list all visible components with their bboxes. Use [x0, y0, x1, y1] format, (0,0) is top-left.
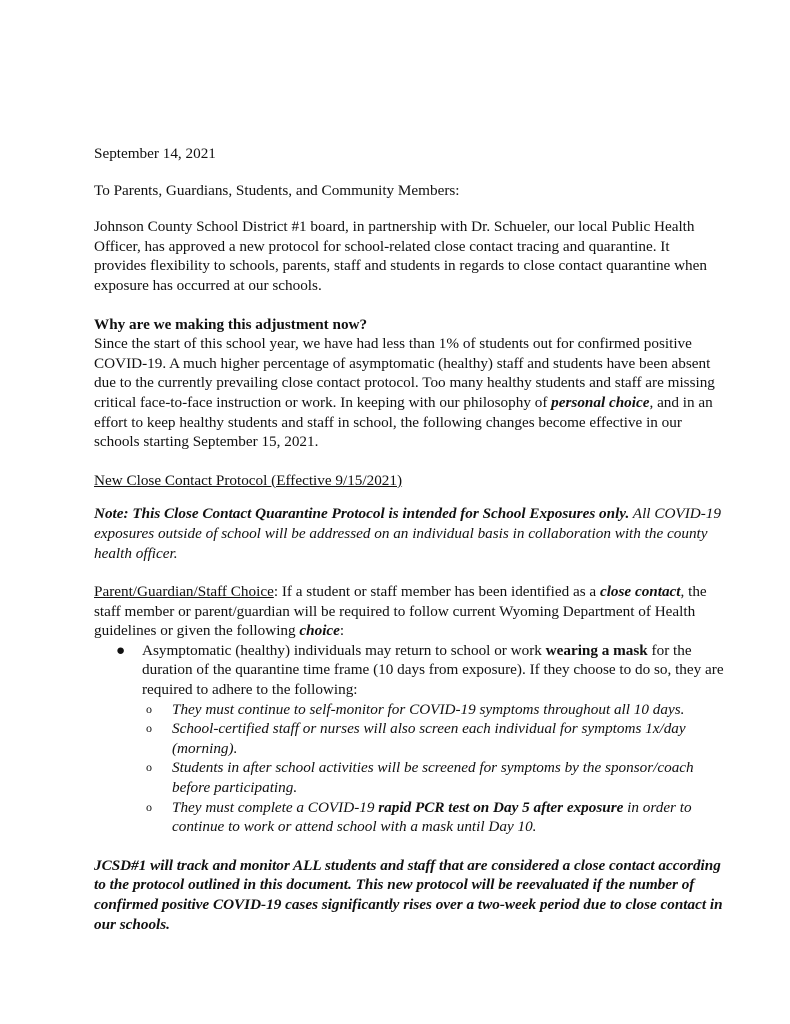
sub-item-text: School-certified staff or nurses will also screen each individual for symptoms 1x/day (morning).: [172, 720, 686, 757]
sub-item-bold: rapid PCR test on Day 5 after exposure: [378, 798, 624, 816]
letter-body: [94, 144, 724, 934]
sub-item-text-2: in order to continue to work or attend school with a mask until Day 10.: [172, 798, 692, 836]
intro-paragraph: Johnson County School District #1 board, in partnership with Dr. Schueler, our local Public Health Officer, has approved a new protocol for school-related close contact tracing and quarantine. It provides flexibility to schools, parents, staff and students in regards to close contact quarantine when exposure has occurred at our schools.: [94, 218, 707, 294]
reason-emphasis: personal choice: [551, 393, 650, 411]
section-heading: New Close Contact Protocol (Effective 9/15/2021): [94, 471, 403, 489]
bullet-text-2: for the duration of the quarantine time frame (10 days from exposure). If they choose to do so, they are required to adhere to the following:: [142, 641, 724, 699]
choice-text-2: , the staff member or parent/guardian will be required to follow current Wyoming Department of Health guidelines or given the following: [94, 583, 707, 640]
reason-text-1: Since the start of this school year, we have had less than 1% of students out for confirmed positive COVID-19. A much higher percentage of asymptomatic (healthy) staff and students have been absent due to the currently prevailing close contact protocol. Too many healthy students and staff are missing critical face-to-face instruction or work. In keeping with our philosophy of: [94, 335, 715, 411]
note-bold: Note: This Close Contact Quarantine Protocol is intended for School Exposures only.: [94, 505, 630, 523]
question-heading: Why are we making this adjustment now?: [94, 315, 368, 333]
sub-item: [142, 758, 724, 797]
reason-text-2: , and in an effort to keep healthy students and staff in school, the following changes become effective in our schools starting September 15, 2021.: [94, 393, 713, 451]
hollow-circle-bullet-icon: o: [146, 701, 152, 716]
hollow-circle-bullet-icon: o: [146, 799, 152, 814]
bullet-text-1: Asymptomatic (healthy) individuals may return to school or work: [142, 641, 546, 659]
choice-label: Parent/Guardian/Staff Choice: [94, 583, 274, 601]
note-rest: All COVID-19 exposures outside of school will be addressed on an individual basis in collaboration with the county health officer.: [94, 505, 721, 562]
choice-paragraph: [94, 582, 724, 641]
filled-circle-bullet-icon: ●: [116, 641, 126, 659]
closing-paragraph: JCSD#1 will track and monitor ALL students and staff that are considered a close contact according to the protocol outlined in this document. This new protocol will be reevaluated if the number of confirmed positive COVID-19 cases significantly rises over a two-week period due to close contact in our schools.: [94, 856, 723, 933]
choice-emphasis-2: choice: [299, 622, 340, 640]
sub-bullet-list: [142, 700, 724, 837]
bullet-bold: wearing a mask: [545, 641, 648, 659]
choice-emphasis-1: close contact: [599, 583, 681, 601]
hollow-circle-bullet-icon: o: [146, 760, 152, 775]
sub-item-text: Students in after school activities will be screened for symptoms by the sponsor/coach before participating.: [172, 759, 694, 797]
letter-greeting: To Parents, Guardians, Students, and Community Members:: [94, 181, 460, 199]
sub-item-text-1: They must complete a COVID-19: [172, 798, 379, 816]
letter-date: September 14, 2021: [94, 145, 216, 162]
bullet-item: [94, 641, 724, 700]
reason-paragraph: [94, 334, 724, 452]
sub-item: [142, 700, 724, 720]
sub-item-text: They must continue to self-monitor for COVID-19 symptoms throughout all 10 days.: [172, 700, 685, 718]
note-paragraph: [94, 504, 724, 563]
choice-text-3: :: [339, 622, 345, 640]
choice-text-1: : If a student or staff member has been identified as a: [273, 583, 600, 601]
hollow-circle-bullet-icon: o: [146, 721, 152, 736]
sub-item: [142, 719, 724, 758]
sub-item: [142, 798, 724, 837]
